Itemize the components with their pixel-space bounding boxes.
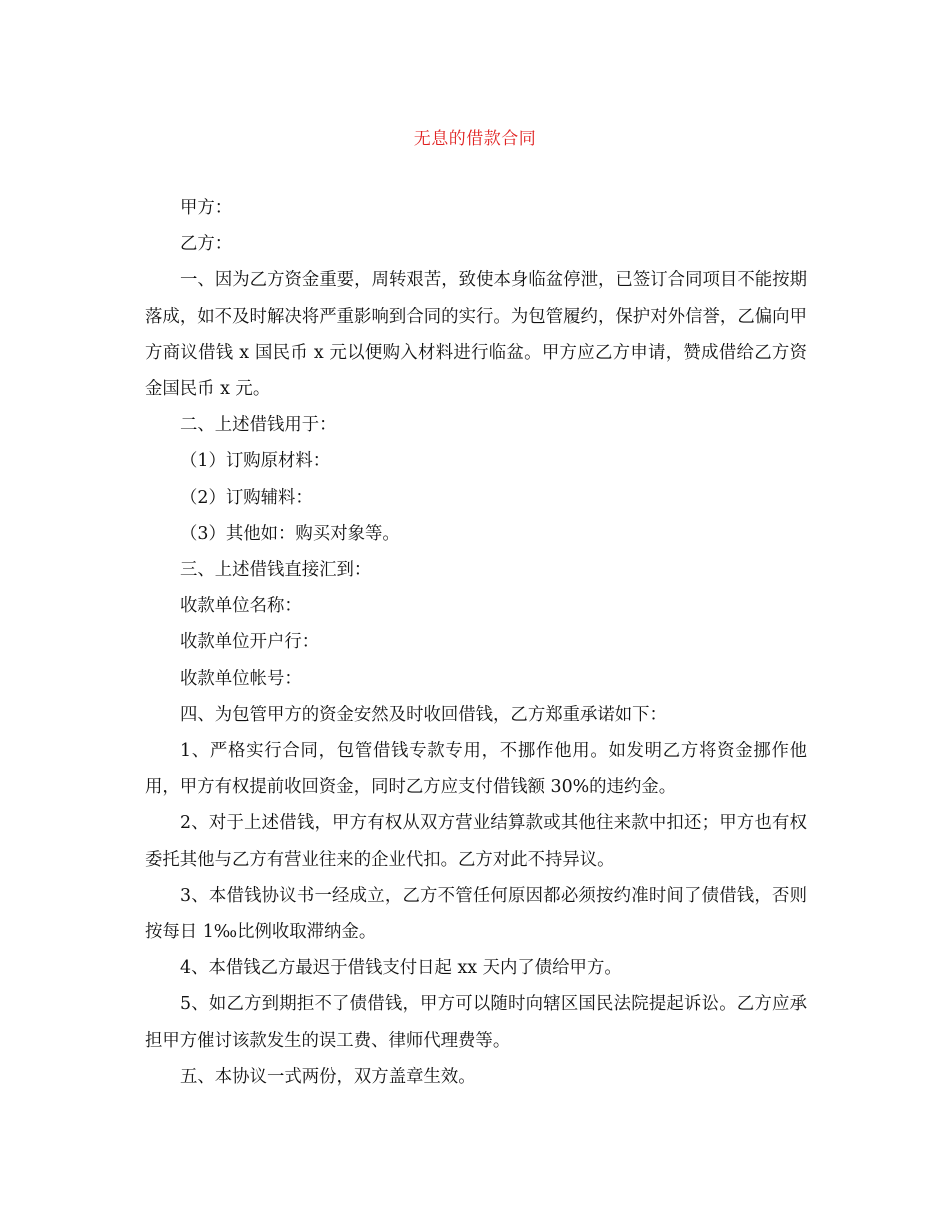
clause-2-item-1: （1）订购原材料：: [180, 451, 331, 472]
document-title: 无息的借款合同: [413, 129, 537, 149]
party-b-line: 乙方：: [180, 234, 233, 255]
clause-4-item-1: 1、严格实行合同，包管借钱专款专用，不挪作他用。如发明乙方将资金挪作他用，甲方有权提前收回资金，同时乙方应支付借钱额 30%的违约金。: [145, 741, 807, 798]
clause-2-item-3: （3）其他如：购买对象等。: [180, 523, 400, 544]
document-body: [145, 190, 807, 1095]
clause-4-heading: 四、为包管甲方的资金安然及时收回借钱，乙方郑重承诺如下：: [180, 704, 667, 725]
payee-name-line: 收款单位名称：: [180, 596, 302, 617]
clause-5-paragraph: 五、本协议一式两份，双方盖章生效。: [180, 1066, 476, 1087]
clause-4-item-5: 5、如乙方到期拒不了债借钱，甲方可以随时向辖区国民法院提起诉讼。乙方应承担甲方催讨该款发生的误工费、律师代理费等。: [145, 994, 807, 1051]
clause-4-item-3: 3、本借钱协议书一经成立，乙方不管任何原因都必须按约准时间了债借钱，否则按每日 1‰比例收取滞纳金。: [145, 885, 807, 943]
clause-4-item-2: 2、对于上述借钱，甲方有权从双方营业结算款或其他往来款中扣还；甲方也有权委托其他与乙方有营业往来的企业代扣。乙方对此不持异议。: [145, 813, 807, 870]
clause-4-item-4: 4、本借钱乙方最迟于借钱支付日起 xx 天内了债给甲方。: [180, 958, 622, 979]
clause-1-paragraph: 一、因为乙方资金重要，周转艰苦，致使本身临盆停泄，已签订合同项目不能按期落成，如不及时解决将严重影响到合同的实行。为包管履约，保护对外信誉，乙偏向甲方商议借钱 x 国民币 x 元以便购入材料进行临盆。甲方应乙方申请，赞成借给乙方资金国民币 x 元。: [145, 270, 807, 400]
clause-2-item-2: （2）订购辅料：: [180, 487, 313, 508]
payee-account-line: 收款单位帐号：: [180, 668, 302, 689]
clause-3-heading: 三、上述借钱直接汇到：: [180, 560, 372, 581]
clause-2-heading: 二、上述借钱用于：: [180, 415, 337, 436]
party-a-line: 甲方：: [180, 198, 233, 218]
payee-bank-line: 收款单位开户行：: [180, 632, 320, 653]
